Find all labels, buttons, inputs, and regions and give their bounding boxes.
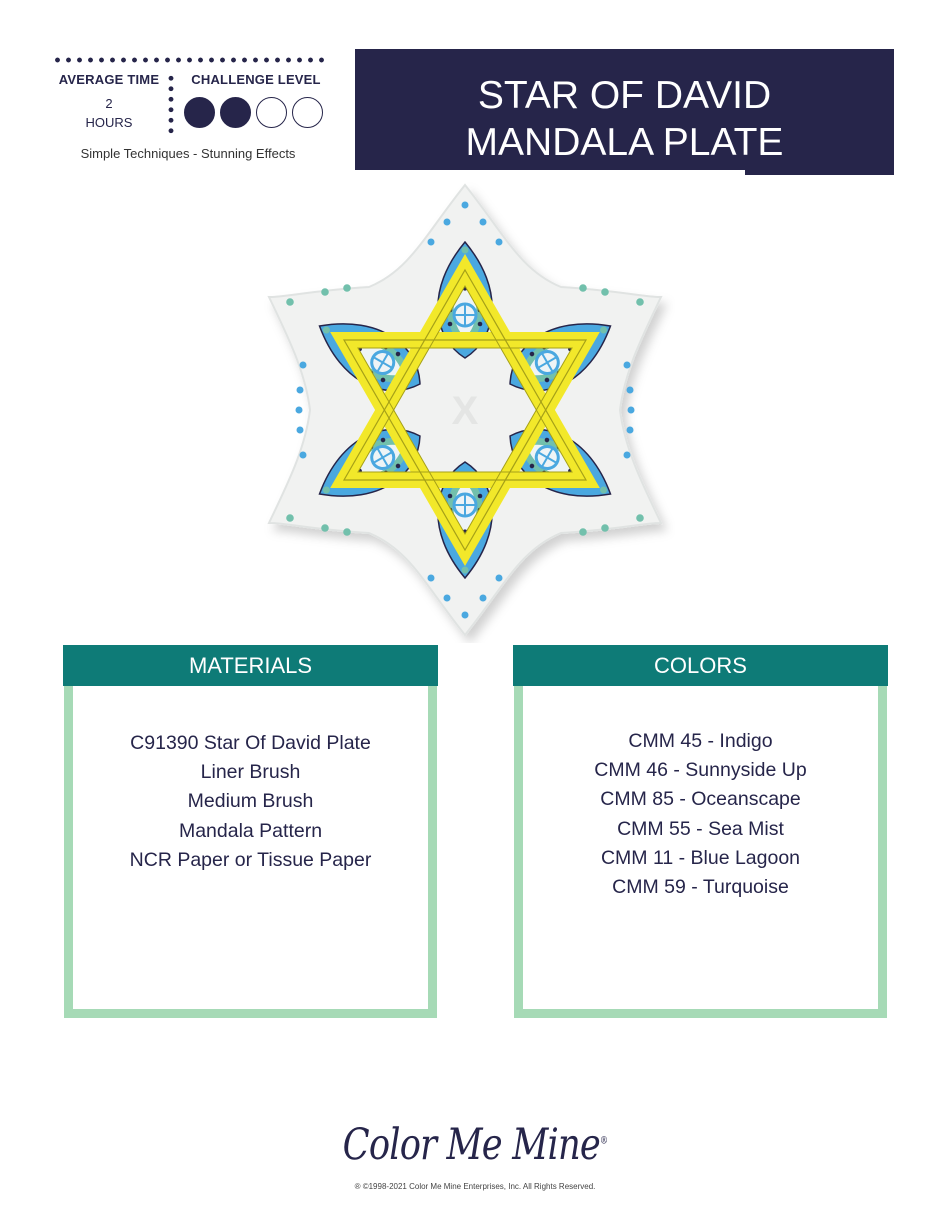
copyright-notice: ® ©1998-2021 Color Me Mine Enterprises, Inc. All Rights Reserved.	[354, 1182, 596, 1191]
list-item: Liner Brush	[200, 761, 301, 784]
tagline: Simple Techniques - Stunning Effects	[80, 146, 296, 161]
colors-heading: COLORS	[513, 645, 888, 686]
list-item: CMM 55 - Sea Mist	[617, 817, 784, 840]
title-line-2: MANDALA PLATE	[465, 121, 784, 164]
materials-list	[73, 729, 428, 875]
dotted-divider-horizontal	[52, 57, 327, 63]
colors-list	[523, 727, 878, 902]
challenge-circle-empty	[256, 97, 287, 128]
list-item: NCR Paper or Tissue Paper	[129, 848, 372, 871]
challenge-level-indicator	[184, 97, 328, 128]
materials-panel	[64, 645, 437, 1018]
star-of-david-plate-image	[255, 178, 675, 643]
color-me-mine-logo: Color Me Mine®	[342, 1120, 608, 1170]
list-item: C91390 Star Of David Plate	[130, 732, 371, 754]
list-item: CMM 85 - Oceanscape	[600, 788, 801, 811]
logo-text: Color Me Mine	[342, 1120, 600, 1170]
average-time-label: AVERAGE TIME	[58, 72, 160, 87]
list-item: CMM 59 - Turquoise	[612, 876, 789, 899]
materials-heading: MATERIALS	[63, 645, 438, 686]
list-item: CMM 46 - Sunnyside Up	[594, 759, 807, 782]
dotted-divider-vertical	[168, 73, 174, 135]
list-item: Medium Brush	[187, 790, 314, 813]
list-item: Mandala Pattern	[178, 819, 323, 842]
average-time-unit: HOURS	[85, 115, 133, 130]
challenge-circle-empty	[292, 97, 323, 128]
title-underline-notch	[355, 170, 745, 176]
page-title	[355, 49, 894, 175]
list-item: CMM 11 - Blue Lagoon	[600, 846, 801, 869]
list-item: CMM 45 - Indigo	[628, 730, 773, 752]
plate-center-mark: X	[451, 389, 479, 433]
challenge-level-label: CHALLENGE LEVEL	[191, 72, 321, 87]
average-time-number: 2	[105, 96, 113, 111]
title-line-1: STAR OF DAVID	[477, 74, 772, 117]
colors-panel	[514, 645, 887, 1018]
average-time-value	[60, 94, 158, 132]
challenge-circle-filled	[184, 97, 215, 128]
challenge-circle-filled	[220, 97, 251, 128]
